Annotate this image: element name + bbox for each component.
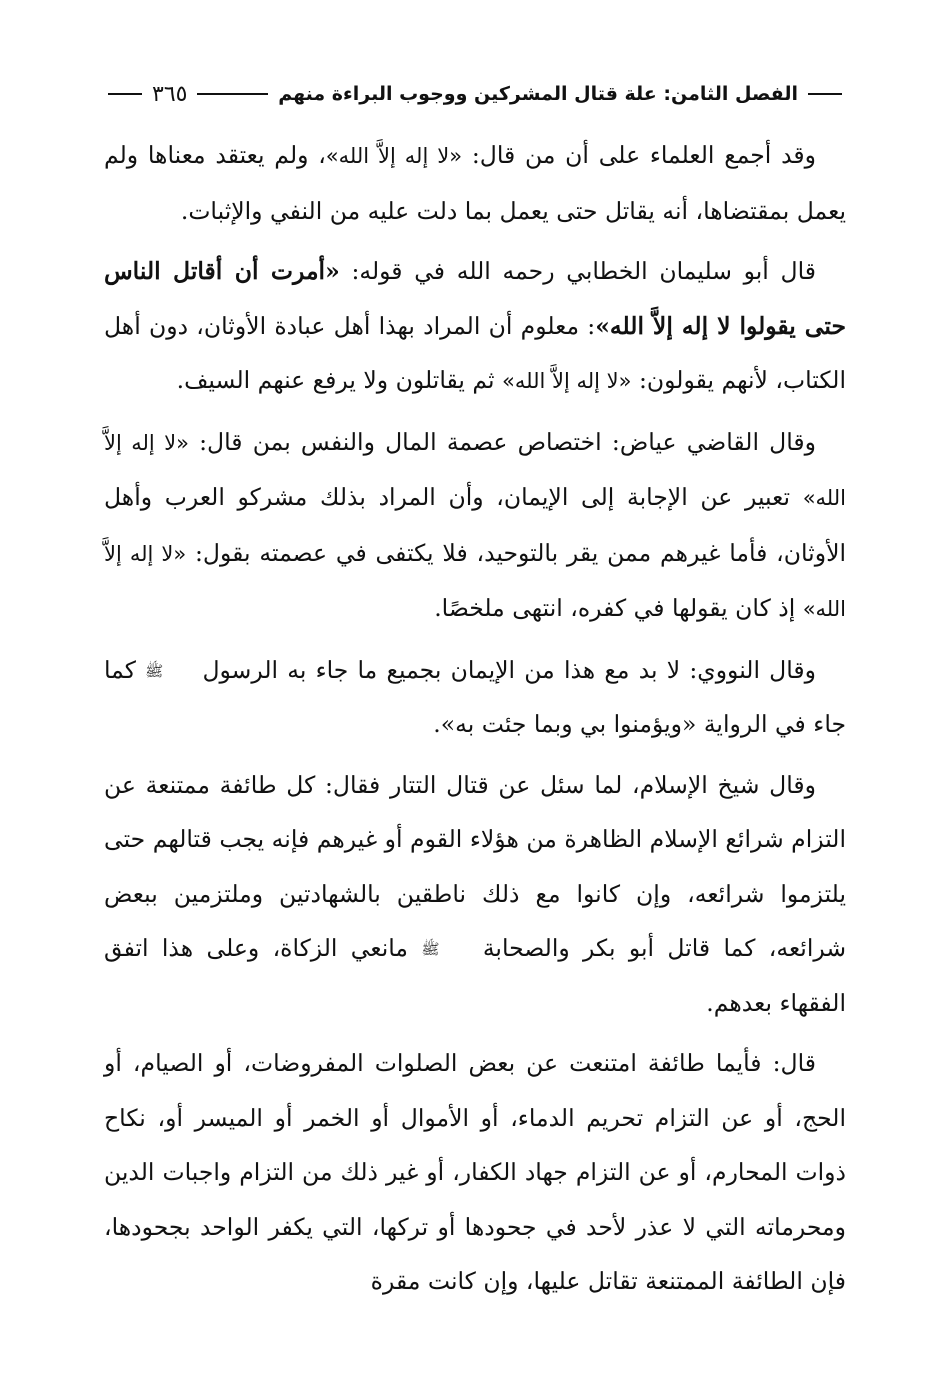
paragraph-text: قال: فأيما طائفة امتنعت عن بعض الصلوات المفروضات، أو الصيام، أو الحج، أو عن التزام تحريم الدماء، أو الأموال أو الخمر أو الميسر أو، نكاح ذوات المحارم، أو عن التزام جهاد الكفار، أو غير ذلك من التزام واجبات الدين ومحرماته التي لا عذر لأحد في جحودها أو تركها، التي يكفر الواحد بجحودها، فإن الطائفة الممتنعة تقاتل عليها، وإن كانت مقرة bbox=[104, 1049, 846, 1295]
paragraph-text: : معلوم أن المراد بهذا أهل عبادة الأوثان، دون أهل الكتاب، لأنهم يقولون: bbox=[104, 311, 846, 394]
paragraph-1 bbox=[104, 128, 846, 238]
paragraph-text: قال أبو سليمان الخطابي رحمه الله في قوله: bbox=[339, 257, 816, 285]
paragraph-4 bbox=[104, 643, 846, 752]
quoted-phrase: «لا إله إلاَّ الله» bbox=[104, 541, 846, 621]
paragraph-text: مانعي الزكاة، وعلى هذا اتفق الفقهاء بعدهم. bbox=[104, 934, 846, 1017]
paragraph-text: ثم يقاتلون ولا يرفع عنهم السيف. bbox=[176, 366, 503, 394]
header-tail-rule bbox=[108, 93, 142, 95]
paragraph-6 bbox=[104, 1036, 846, 1309]
running-header bbox=[108, 76, 842, 112]
paragraph-text: وقال النووي: لا بد مع هذا من الإيمان بجميع ما جاء به الرسول bbox=[193, 655, 816, 684]
paragraph-text: إذ كان يقولها في كفره، انتهى ملخصًا. bbox=[434, 594, 803, 622]
paragraph-3 bbox=[104, 415, 846, 637]
paragraph-text: وقد أجمع العلماء على أن من قال: bbox=[462, 141, 817, 169]
hadith-quote: «أمرت أن أقاتل الناس حتى يقولوا لا إله إلاَّ الله» bbox=[104, 257, 847, 340]
honorific-symbol: ﷺ bbox=[145, 661, 164, 680]
header-lead-rule bbox=[808, 93, 842, 95]
page-body bbox=[104, 128, 846, 1315]
quoted-phrase: «لا إله إلاَّ الله» bbox=[502, 369, 632, 393]
paragraph-2 bbox=[104, 244, 846, 409]
paragraph-text: وقال القاضي عياض: اختصاص عصمة المال والنفس بمن قال: bbox=[188, 427, 816, 456]
paragraph-text: ، ولم يعتقد معناها ولم يعمل بمقتضاها، أنه يقاتل حتى يعمل بما دلت عليه من النفي والإثبات. bbox=[104, 141, 846, 225]
page-number: ٣٦٥ bbox=[152, 81, 188, 107]
quoted-phrase: «لا إله إلاَّ الله» bbox=[104, 430, 846, 510]
paragraph-5 bbox=[104, 758, 846, 1031]
paragraph-text: تعبير عن الإجابة إلى الإيمان، وأن المراد بذلك مشركو العرب وأهل الأوثان، فأما غيرهم ممن يقر بالتوحيد، فلا يكتفى في عصمته بقول: bbox=[104, 483, 847, 567]
quoted-phrase: «لا إله إلاَّ الله» bbox=[325, 144, 463, 168]
honorific-symbol: ﷺ bbox=[421, 940, 440, 958]
header-rule bbox=[197, 93, 268, 95]
paragraph-text: وقال شيخ الإسلام، لما سئل عن قتال التتار فقال: كل طائفة ممتنعة عن التزام شرائع الإسلام الظاهرة من هؤلاء القوم أو غيرهم فإنه يجب قتالهم حتى يلتزموا شرائعه، وإن كانوا مع ذلك ناطقين بالشهادتين وملتزمين ببعض شرائعه، كما قاتل أبو بكر والصحابة bbox=[104, 770, 847, 962]
chapter-title: الفصل الثامن: علة قتال المشركين ووجوب البراءة منهم bbox=[278, 83, 798, 105]
paragraph-text: كما جاء في الرواية «ويؤمنوا بي وبما جئت به». bbox=[104, 655, 846, 738]
